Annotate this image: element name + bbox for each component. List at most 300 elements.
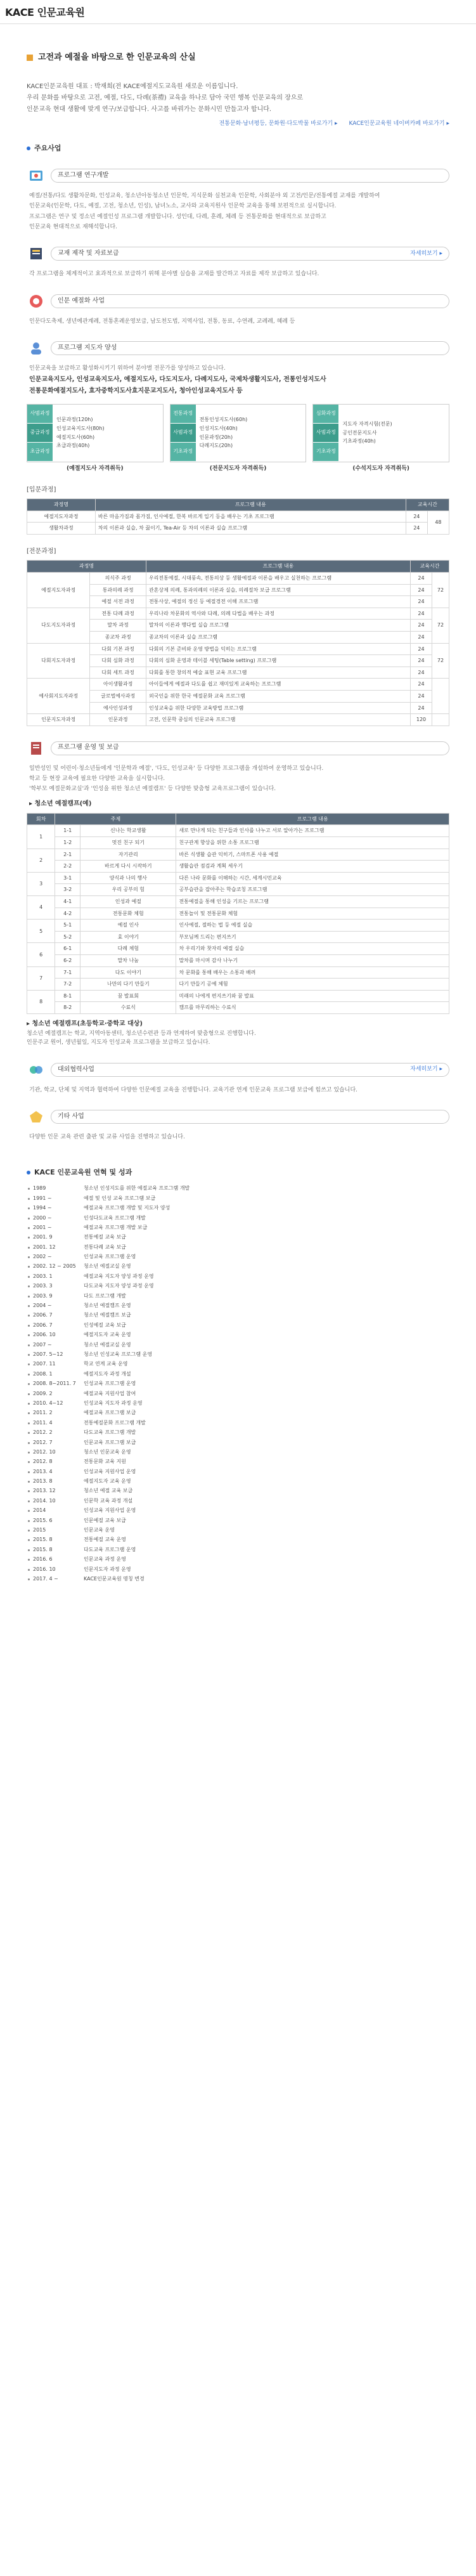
history-item	[27, 1369, 449, 1379]
history-text: 인성다도교육 프로그램 개발	[84, 1214, 146, 1221]
history-text: 청소년 예절 교육 보급	[84, 1488, 133, 1494]
course-item: 예절지도사(60h)	[56, 434, 95, 440]
history-text: 청소년 예절캠프 운영	[84, 1303, 131, 1309]
history-text: 전통예절 교육 보급	[84, 1234, 126, 1240]
history-text: 예절교육 프로그램 개발 보급	[84, 1224, 148, 1230]
table-cell: 종교차 과정	[90, 631, 146, 643]
history-text: 다도교육 프로그램 개발	[84, 1429, 136, 1436]
history-item	[27, 1467, 449, 1476]
book-icon	[27, 244, 46, 263]
table-cell: 말차를 마시며 감사 나누기	[176, 955, 449, 967]
table-row	[27, 955, 449, 967]
history-year: 2004 ~	[27, 1302, 84, 1310]
table-row	[27, 714, 449, 726]
table-cell: 24	[410, 643, 432, 655]
block-program-line: '학부모 예절문화교실'과 '인성을 위한 청소년 예절캠프' 등 다양한 맞춤형 교육프로그램이 있습니다.	[29, 786, 276, 793]
history-text: 학교 연계 교육 운영	[84, 1361, 128, 1367]
course-level: 기초과정	[170, 443, 196, 462]
history-item	[27, 1281, 449, 1291]
table-row	[27, 943, 449, 955]
block-research-line: 인문교육(인문학, 다도, 예절, 고전, 청소년, 인성), 남녀노소, 교사와 교육지원사 인문학 교육을 통해 보편적으로 실시합니다.	[29, 203, 337, 210]
table-row	[27, 979, 449, 991]
section-dot-icon	[27, 1171, 30, 1174]
history-item	[27, 1262, 449, 1272]
table-cell: 24	[410, 620, 432, 632]
history-year: 2015. 8	[27, 1536, 84, 1544]
course-item: 인성지도사(40h)	[199, 425, 238, 431]
table-cell: 1	[27, 825, 55, 849]
history-year: 2001 ~	[27, 1224, 84, 1232]
history-item	[27, 1320, 449, 1330]
table-cell: 2	[27, 849, 55, 872]
block-materials-more-link[interactable]: 자세히보기 ▸	[410, 250, 442, 257]
table-cell: 다회 기본 과정	[90, 643, 146, 655]
program-icon	[27, 739, 46, 758]
camp-note-line: 청소년 예절캠프는 학교, 지역아동센터, 청소년수련관 등과 연계하여 맞춤형으로 진행합니다.	[27, 1030, 256, 1037]
table-cell: 24	[410, 608, 432, 620]
block-cooperation-more-link[interactable]: 자세히보기 ▸	[410, 1066, 442, 1073]
table-row	[27, 572, 449, 584]
block-etc-title: 기타 사업	[58, 1112, 84, 1120]
block-cooperation-title: 대외협력사업	[58, 1065, 94, 1073]
history-year: 2003. 3	[27, 1282, 84, 1290]
table-cell: 말차 나눔	[80, 955, 176, 967]
table-cell: 바른 식생활 습관 익히기, 스마트폰 사용 예절	[176, 849, 449, 861]
history-item	[27, 1183, 449, 1193]
table-cell: 예절지도자과정	[27, 511, 96, 523]
block-ceremony-line: 인문다도축제, 생년예관계례, 전통혼례운영보급, 남도천도법, 지역사업, 전통, 동료, 수연례, 교례례, 혜례 등	[29, 318, 295, 325]
history-text: 인문교육 과정 운영	[84, 1556, 126, 1563]
table-total	[432, 679, 449, 714]
table-cell: 다회 심화 과정	[90, 655, 146, 667]
history-text: 다도교육 프로그램 운영	[84, 1546, 136, 1552]
table-row	[27, 861, 449, 873]
course-item: 인문과정(120h)	[56, 417, 93, 423]
table-total: 72	[432, 643, 449, 679]
table-cell: 친구관계 향상을 위한 소통 프로그램	[176, 837, 449, 849]
history-text: 예절교육 프로그램 개발 및 지도자 양성	[84, 1205, 170, 1211]
history-year: 1991 ~	[27, 1195, 84, 1202]
table-row	[27, 825, 449, 837]
history-year: 2002 ~	[27, 1253, 84, 1261]
block-materials-line: 각 프로그램을 체계적이고 효과적으로 보급하기 위해 분야별 실습용 교재를 발간하고 자료를 제작 보급하고 있습니다.	[29, 271, 319, 278]
block-research	[27, 166, 449, 232]
history-year: 2012. 8	[27, 1458, 84, 1466]
table-cell: 24	[410, 572, 432, 584]
history-item	[27, 1350, 449, 1359]
table-header: 주제	[55, 813, 176, 825]
history-year: 2017. 4 ~	[27, 1575, 84, 1583]
history-title	[27, 1168, 449, 1178]
table-cell: 통과의례 과정	[90, 584, 146, 596]
table-cell: 양식과 나의 행사	[80, 872, 176, 884]
history-text: 인성교육 지원사업 운영	[84, 1468, 136, 1474]
table-cell: 부모님께 드리는 편지쓰기	[176, 931, 449, 943]
history-item	[27, 1486, 449, 1496]
history-item	[27, 1223, 449, 1232]
history-item	[27, 1330, 449, 1339]
history-year: 2001. 12	[27, 1244, 84, 1251]
table-cell: 인문지도자과정	[27, 714, 90, 726]
table-header: 과정명	[27, 561, 146, 573]
course-level: 심화과정	[313, 405, 338, 424]
table-cell: 공부습관을 잡아주는 학습코칭 프로그램	[176, 884, 449, 896]
main-section-title	[27, 143, 449, 153]
table-row	[27, 655, 449, 667]
table-header: 프로그램 내용	[176, 813, 449, 825]
table-header: 회차	[27, 813, 55, 825]
table-cell: 5-1	[55, 920, 80, 932]
block-program-line: 일반성인 및 어린이·청소년들에게 '인문학과 예절', '다도, 인성교육' 등 다양한 프로그램을 개설하여 운영하고 있습니다.	[29, 765, 324, 772]
course-item: 전통인성지도사(60h)	[199, 417, 248, 423]
cooperation-icon	[27, 1060, 46, 1079]
history-text: 예절 및 인성 교육 프로그램 보급	[84, 1195, 156, 1201]
course-level: 전통과정	[170, 405, 196, 424]
block-research-line: 인문교육 현대적으로 재해석합니다.	[29, 224, 117, 230]
table-cell: 예절 인사	[80, 920, 176, 932]
course-item: 다례지도(20h)	[199, 443, 233, 449]
table-cell: 5-2	[55, 931, 80, 943]
table-row	[27, 872, 449, 884]
table-row	[27, 620, 449, 632]
table-cell: 인문과정	[90, 714, 146, 726]
history-item	[27, 1408, 449, 1417]
intro-line: KACE인문교육원 대표 : 박재희(전 KACE예절지도교육원 새로운 이름입니다.	[27, 82, 238, 90]
link-row	[27, 120, 449, 128]
block-research-line: 프로그램은 연구 및 정소년 예절인성 프로그램 개발합니다. 성인대, 다례, 훈례, 체례 등 전통문화를 현대적으로 보급하고	[29, 213, 326, 220]
history-text: KACE인문교육원 명칭 변경	[84, 1575, 145, 1582]
course-level: 사범과정	[27, 405, 53, 424]
history-text: 인성교육 프로그램 운영	[84, 1381, 136, 1387]
history-year: 1994 ~	[27, 1204, 84, 1212]
table-cell: 24	[410, 596, 432, 608]
table-cell: 자기관리	[80, 849, 176, 861]
table-row	[27, 608, 449, 620]
history-item	[27, 1457, 449, 1466]
block-etc-line: 다양한 인문 교육 관련 출판 및 교류 사업을 진행하고 있습니다.	[29, 1134, 185, 1141]
course-plan-col	[312, 404, 449, 473]
block-program-pill	[51, 741, 449, 755]
table-row	[27, 920, 449, 932]
table-cell: 우리나라 차문화의 역사와 다례, 의례 다법을 배우는 과정	[146, 608, 410, 620]
history-year: 2013. 8	[27, 1478, 84, 1485]
table-cell: 8-2	[55, 1002, 80, 1014]
table-cell: 다른 나라 문화를 이해하는 시간, 세계시민교육	[176, 872, 449, 884]
camp-table	[27, 813, 449, 1014]
table-cell: 전통문화 체험	[80, 907, 176, 920]
table-cell: 24	[410, 631, 432, 643]
table-cell: 다도 이야기	[80, 966, 176, 979]
table-cell: 24	[410, 679, 432, 691]
intro	[27, 82, 449, 115]
history-year: 2014	[27, 1507, 84, 1514]
culture-link[interactable]: 전통문화·남녀평등, 문화원·다도박물 바로가기 ▸	[219, 120, 338, 127]
history-year: 2009. 2	[27, 1390, 84, 1398]
table-cell: 24	[406, 523, 427, 535]
history-year: 2015. 6	[27, 1517, 84, 1525]
table-header: 과정명	[27, 499, 96, 511]
history-item	[27, 1516, 449, 1525]
table-cell: 24	[406, 511, 427, 523]
table-cell: 120	[410, 714, 432, 726]
history-item	[27, 1272, 449, 1281]
table-cell: 3	[27, 872, 55, 895]
history-item	[27, 1360, 449, 1369]
table-total: 72	[432, 608, 449, 643]
history-item	[27, 1545, 449, 1554]
site-title: KACE 인문교육원	[5, 6, 85, 18]
history-year: 2015	[27, 1526, 84, 1534]
block-materials	[27, 244, 449, 278]
history-text: 전통다례 교육 보급	[84, 1244, 126, 1250]
table-header: 교육시간	[406, 499, 449, 511]
intro-line: 우리 문화를 바탕으로 고전, 예절, 다도, 다례(茶禮) 교육을 하나로 담아 국민 행복 인문교육의 장으로	[27, 94, 304, 101]
history-item	[27, 1574, 449, 1584]
history-item	[27, 1213, 449, 1223]
table-cell: 6	[27, 943, 55, 966]
course-caption: (예절지도사 자격취득)	[67, 465, 124, 472]
table-cell: 24	[410, 667, 432, 679]
block-program	[27, 739, 449, 1048]
block-program-line: 학교 등 현장 교육에 필요한 다양한 교육을 실시합니다.	[29, 776, 165, 783]
history-item	[27, 1564, 449, 1574]
history-text: 청소년 예절캠프 보급	[84, 1312, 131, 1318]
table-cell: 인사예절, 절하는 법 등 예절 실습	[176, 920, 449, 932]
history-year: 2008. 8~2011. 7	[27, 1380, 84, 1388]
history-year: 2006. 7	[27, 1322, 84, 1329]
table-row	[27, 584, 449, 596]
table-row	[27, 702, 449, 714]
table-cell: 우리전통예절, 시대풍속, 전통의상 등 생활예절과 이론을 배우고 실천하는 프로그램	[146, 572, 410, 584]
block-program-sub: ▸ 청소년 예절캠프(예)	[29, 800, 92, 807]
table-header: 프로그램 내용	[95, 499, 406, 511]
course-caption: (전문지도자 자격취득)	[209, 465, 267, 472]
block-cooperation	[27, 1060, 449, 1095]
table-cell: 2-1	[55, 849, 80, 861]
history-year: 2014. 10	[27, 1497, 84, 1505]
history-year: 2015. 8	[27, 1546, 84, 1554]
course-level: 초급과정	[27, 443, 53, 462]
table-cell: 4-1	[55, 896, 80, 908]
history-text: 전통예절 교육 운영	[84, 1537, 126, 1543]
table-row	[27, 1002, 449, 1014]
table-cell: 다회의 심화 운영과 테이블 세팅(Table setting) 프로그램	[146, 655, 410, 667]
table-row	[27, 849, 449, 861]
history-text: 인성교육 지도자 과정 운영	[84, 1400, 143, 1406]
table-cell: 전통사상, 예절의 정신 등 예절경전 이해 프로그램	[146, 596, 410, 608]
history-item	[27, 1447, 449, 1457]
table-cell: 아이생활과정	[90, 679, 146, 691]
table-cell: 7-1	[55, 966, 80, 979]
history-year: 1989	[27, 1185, 84, 1192]
history-text: 청소년 예절교실 운영	[84, 1263, 131, 1270]
table-cell: 멋진 친구 되기	[80, 837, 176, 849]
table-cell: 5	[27, 920, 55, 943]
block-cooperation-line: 기관, 학교, 단체 및 지역과 협력하여 다양한 인문예절 교육을 진행합니다. 교육기관 연계 인문교육 프로그램 보급에 힘쓰고 있습니다.	[29, 1086, 358, 1093]
cafe-link[interactable]: KACE인문교육원 네이버카페 바로가기 ▸	[349, 120, 449, 127]
table-cell: 의식주 과정	[90, 572, 146, 584]
history-text: 인문지도자 과정 운영	[84, 1566, 131, 1572]
history-text: 청소년 인성지도를 위한 예절교육 프로그램 개발	[84, 1185, 190, 1192]
history-text: 인성교육 지원사업 운영	[84, 1507, 136, 1514]
history-item	[27, 1506, 449, 1515]
history-year: 2003. 1	[27, 1273, 84, 1280]
history-year: 2013. 12	[27, 1487, 84, 1495]
table-cell: 다회지도자과정	[27, 643, 90, 679]
history-item	[27, 1554, 449, 1564]
headline	[27, 52, 449, 64]
table-cell: 생활차과정	[27, 523, 96, 535]
table-cell: 24	[410, 584, 432, 596]
history-item	[27, 1301, 449, 1310]
history-text: 인성예절 교육 보급	[84, 1322, 126, 1328]
table-cell: 6-1	[55, 943, 80, 955]
course-plan-col	[170, 404, 307, 473]
table-row	[27, 631, 449, 643]
table-cell: 6-2	[55, 955, 80, 967]
course-item: 인문과정(20h)	[199, 434, 233, 440]
history-item	[27, 1438, 449, 1447]
table-cell: 말차 과정	[90, 620, 146, 632]
history-text: 예절지도자 과정 개설	[84, 1370, 131, 1377]
headline-square-icon	[27, 55, 33, 61]
history-item	[27, 1311, 449, 1320]
table-cell: 관혼상제 의례, 통과의례의 이론과 실습, 의례절차 보급 프로그램	[146, 584, 410, 596]
history-year: 2008. 1	[27, 1370, 84, 1378]
history-item	[27, 1496, 449, 1506]
table-row	[27, 511, 449, 523]
course-item: 초급과정(40h)	[56, 443, 90, 449]
history-year: 2011. 2	[27, 1409, 84, 1417]
table-cell: 차 문화를 통해 배우는 소통과 배려	[176, 966, 449, 979]
pro-course-caption: [전문과정]	[27, 547, 56, 555]
table-cell: 바른 마음가짐과 몸가짐, 인사예절, 한복 바르게 입기 등을 배우는 기초 프로그램	[95, 511, 406, 523]
table-row	[27, 679, 449, 691]
table-cell: 다례 체험	[80, 943, 176, 955]
table-row	[27, 690, 449, 702]
table-row	[27, 990, 449, 1002]
table-row	[27, 966, 449, 979]
table-cell: 2-2	[55, 861, 80, 873]
table-row	[27, 884, 449, 896]
table-row	[27, 643, 449, 655]
course-item: 공인전문지도사	[342, 429, 377, 436]
block-ceremony	[27, 292, 449, 326]
block-leader	[27, 339, 449, 726]
main-section-label: 주요사업	[34, 143, 61, 152]
course-item: 지도자 자격시험(전문)	[342, 421, 392, 427]
table-cell: 3-2	[55, 884, 80, 896]
table-cell: 캠프를 마무리하는 수료식	[176, 1002, 449, 1014]
history-year: 2007. 5~12	[27, 1351, 84, 1358]
research-icon	[27, 166, 46, 185]
table-total: 72	[432, 572, 449, 608]
history-text: 인문학 교육 과정 개설	[84, 1497, 133, 1504]
history-year: 2010. 4~12	[27, 1400, 84, 1407]
table-cell: 전통 다례 과정	[90, 608, 146, 620]
history-timeline	[27, 1183, 449, 1584]
table-cell: 4-2	[55, 907, 80, 920]
table-cell: 효 이야기	[80, 931, 176, 943]
block-leader-pill	[51, 341, 449, 355]
table-cell: 꿈 발표회	[80, 990, 176, 1002]
block-etc	[27, 1107, 449, 1142]
history-year: 2003. 9	[27, 1292, 84, 1300]
table-row	[27, 837, 449, 849]
block-ceremony-pill	[51, 294, 449, 308]
camp-note-line: ▸ 청소년 예절캠프(초등학교·중학교 대상)	[27, 1020, 143, 1027]
history-year: 2006. 7	[27, 1311, 84, 1319]
history-text: 예절지도자 교육 운영	[84, 1478, 131, 1485]
history-item	[27, 1418, 449, 1428]
course-level: 기초과정	[313, 443, 338, 462]
table-cell: 말차의 이론과 행다법 실습 프로그램	[146, 620, 410, 632]
block-research-pill	[51, 169, 449, 183]
history-year: 2000 ~	[27, 1214, 84, 1222]
block-program-title: 프로그램 운영 및 보급	[58, 744, 119, 751]
table-cell: 24	[410, 702, 432, 714]
block-cooperation-pill	[51, 1063, 449, 1077]
history-text: 청소년 인문교육 운영	[84, 1448, 131, 1455]
history-item	[27, 1535, 449, 1545]
table-row	[27, 907, 449, 920]
history-text: 전통예절문화 프로그램 개발	[84, 1419, 146, 1426]
table-row	[27, 667, 449, 679]
table-cell: 다회를 통한 창의적 예술 표현 교육 프로그램	[146, 667, 410, 679]
block-materials-title: 교재 제작 및 자료보급	[58, 250, 119, 257]
history-year: 2002. 12 ~ 2005	[27, 1263, 84, 1270]
table-header: 프로그램 내용	[146, 561, 410, 573]
block-leader-strong: 인문교육지도사, 인성교육지도사, 예절지도사, 다도지도사, 다례지도사, 국제차생활지도사, 전통인성지도사	[29, 375, 326, 383]
course-item: 기초과정(40h)	[342, 438, 376, 445]
table-cell: 전통놀이 및 전통문화 체험	[176, 907, 449, 920]
history-item	[27, 1525, 449, 1535]
history-text: 다도 프로그램 개발	[84, 1292, 126, 1299]
intro-line: 인문교육 현대 생활에 맞게 연구/보급합니다. 사고를 바꿔가는 문화시민 만들고자 합니다.	[27, 105, 272, 113]
headline-text: 고전과 예절을 바탕으로 한 인문교육의 산실	[38, 53, 196, 62]
top-bar	[0, 0, 476, 24]
block-research-title: 프로그램 연구개발	[58, 171, 109, 179]
block-ceremony-title: 인문 예절화 사업	[58, 297, 105, 304]
history-text: 인문교육 운영	[84, 1527, 115, 1533]
course-caption: (수석지도자 자격취득)	[352, 465, 409, 472]
course-level: 중급과정	[27, 424, 53, 443]
table-cell: 다기 만들기 공예 체험	[176, 979, 449, 991]
history-item	[27, 1379, 449, 1388]
section-dot-icon	[27, 146, 30, 150]
camp-note	[27, 1019, 449, 1048]
history-title-label: KACE 인문교육원 연혁 및 성과	[34, 1168, 132, 1176]
table-cell: 인성교육을 위한 다양한 교육방법 프로그램	[146, 702, 410, 714]
history-year: 2001. 9	[27, 1233, 84, 1241]
history-year: 2012. 7	[27, 1439, 84, 1447]
table-cell: 아이들에게 예절과 다도를 쉽고 재미있게 교육하는 프로그램	[146, 679, 410, 691]
course-item: 인성교육지도사(80h)	[56, 425, 105, 431]
history-text: 인성교육 프로그램 운영	[84, 1254, 136, 1260]
history-item	[27, 1428, 449, 1437]
history-item	[27, 1203, 449, 1213]
history-text: 다도교육 지도자 양성 과정 운영	[84, 1283, 154, 1289]
block-leader-title: 프로그램 지도자 양성	[58, 344, 117, 351]
history-text: 청소년 인성교육 프로그램 운영	[84, 1351, 153, 1357]
pro-course-table	[27, 560, 449, 725]
table-total	[432, 714, 449, 726]
history-year: 2007 ~	[27, 1341, 84, 1349]
table-cell: 예사회지도자과정	[27, 679, 90, 714]
table-cell: 1-2	[55, 837, 80, 849]
table-cell: 수료식	[80, 1002, 176, 1014]
table-cell: 예절지도자과정	[27, 572, 90, 608]
